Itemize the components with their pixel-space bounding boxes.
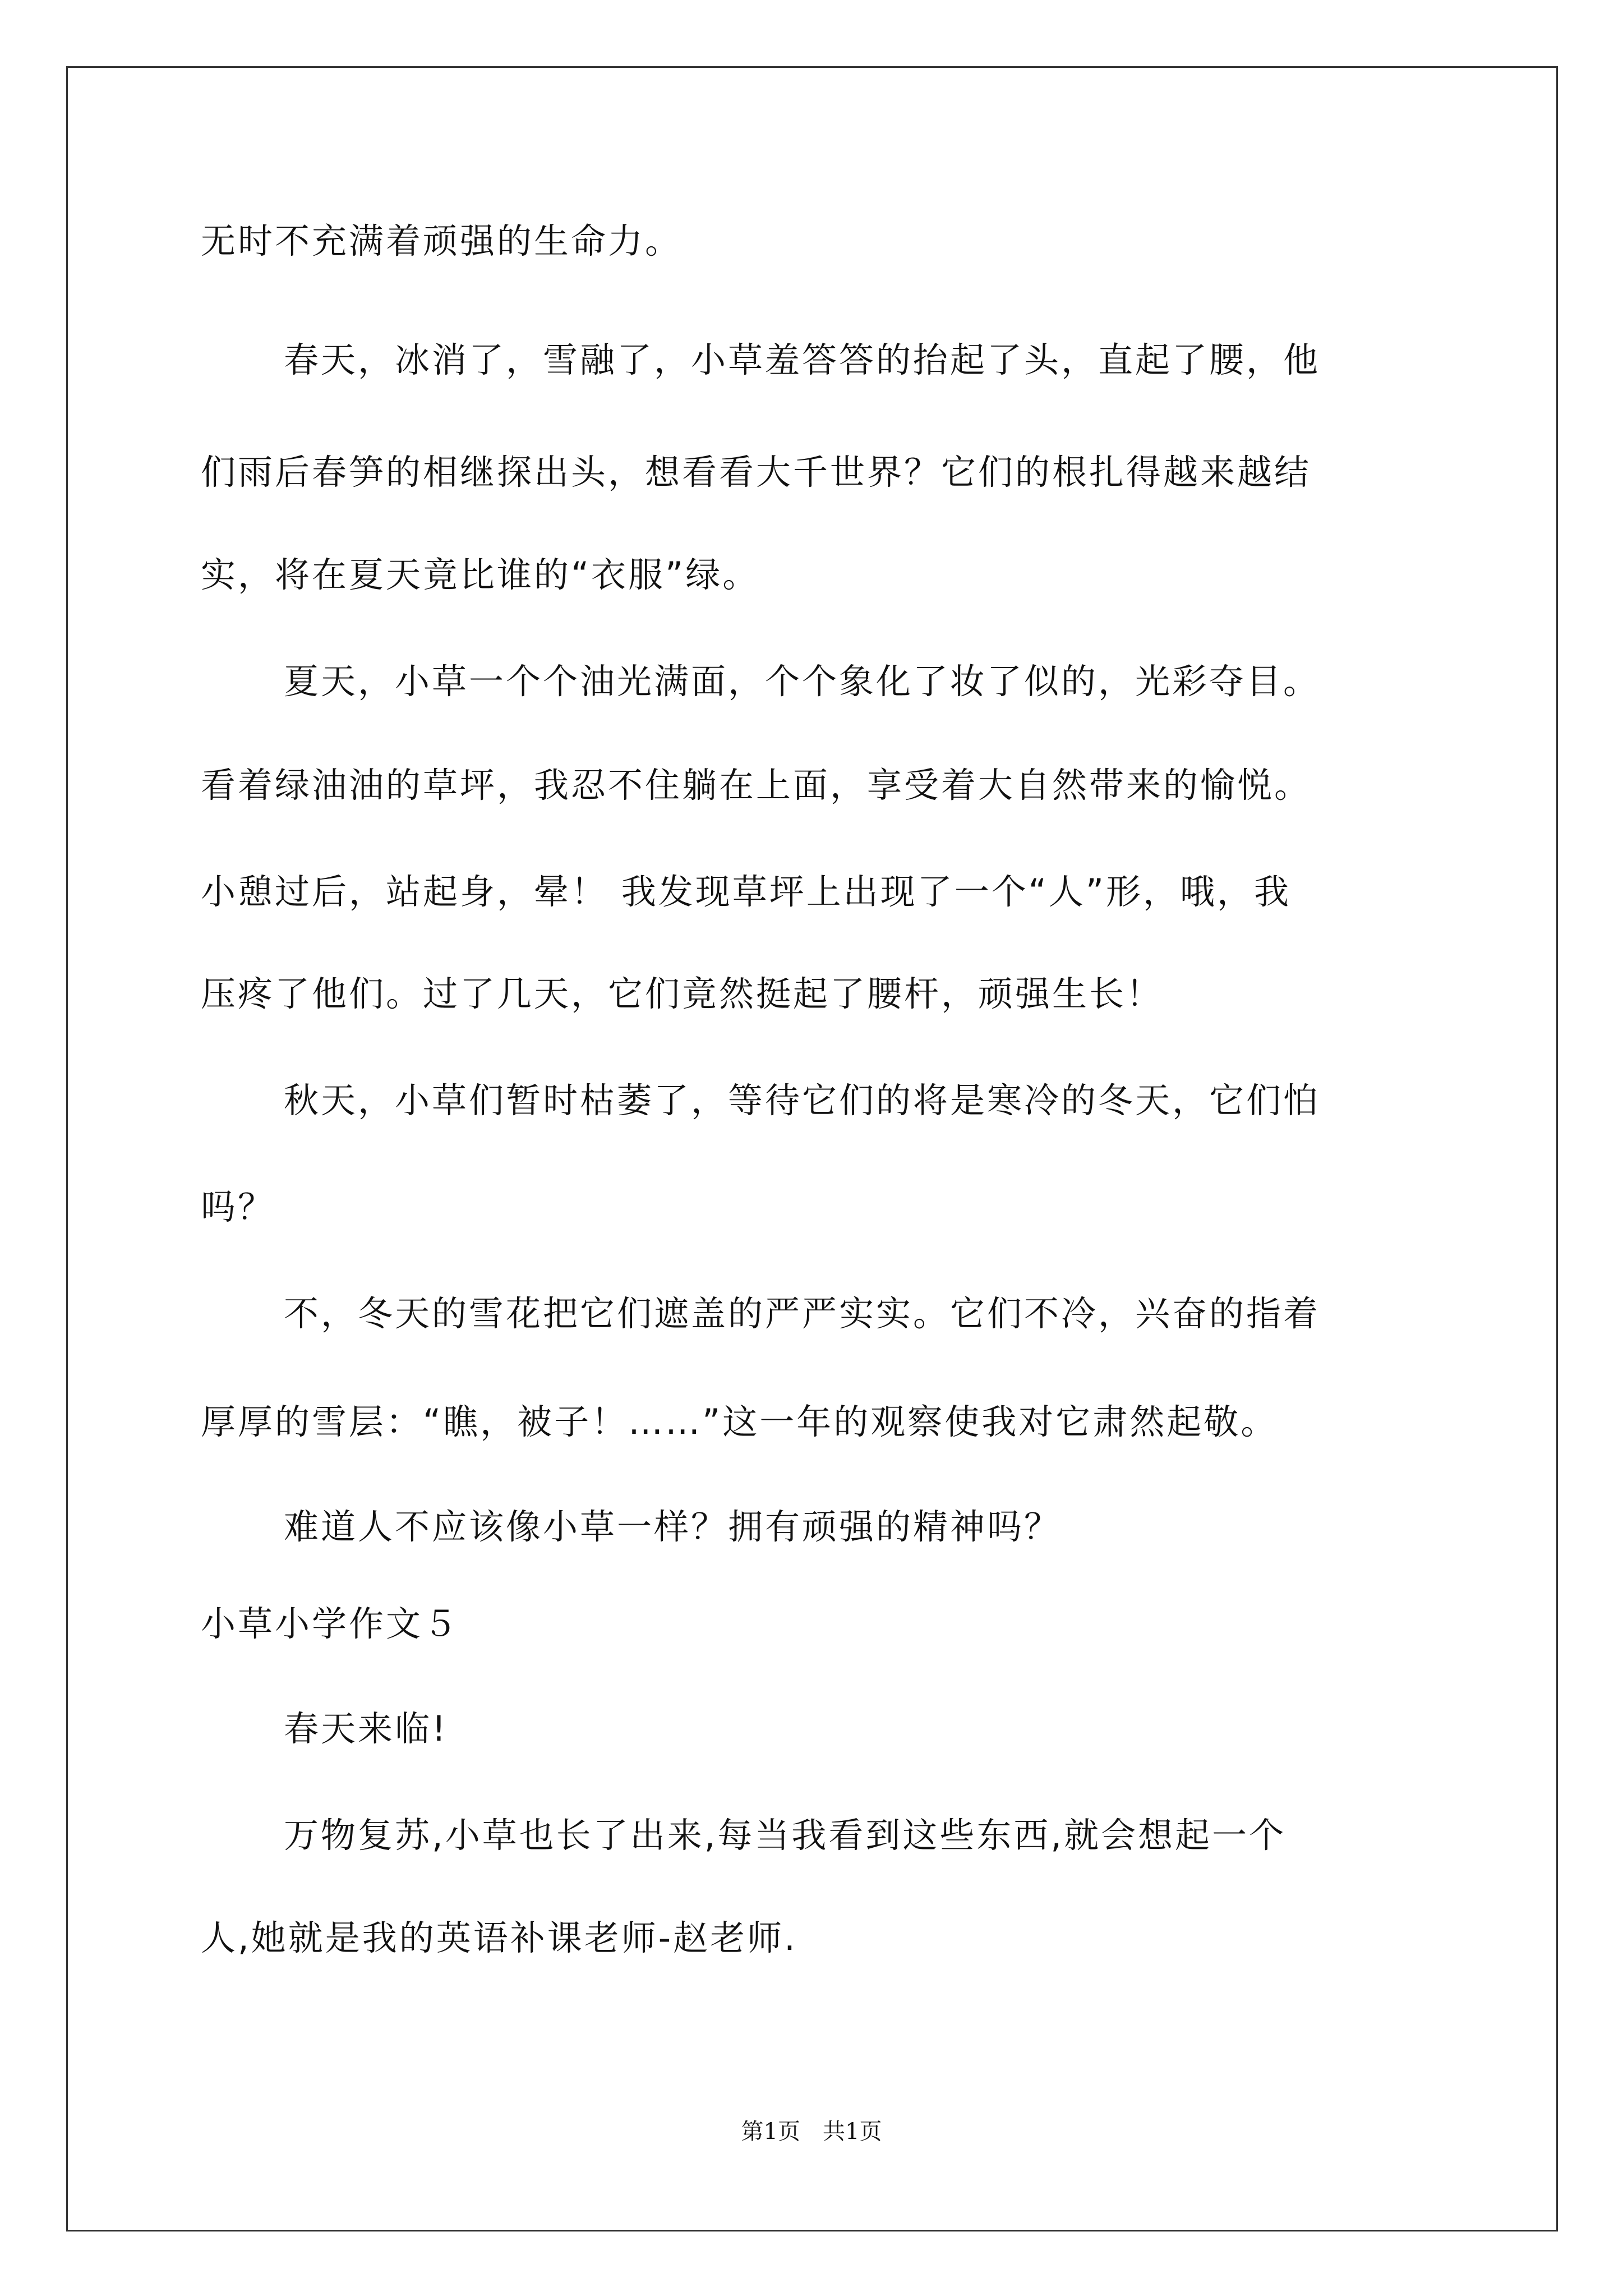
paragraph-line: 小憩过后，站起身，晕！ 我发现草坪上出现了一个“人”形，哦，我 [201,871,1291,912]
paragraph-line: 厚厚的雪层：“瞧，被子！……”这一年的观察使我对它肃然起敬。 [201,1401,1278,1442]
paragraph-line: 们雨后春笋的相继探出头，想看看大千世界？它们的根扎得越来越结 [201,452,1312,493]
paragraph-line: 难道人不应该像小草一样？拥有顽强的精神吗？ [284,1506,1062,1547]
paragraph-line: 吗？ [201,1186,275,1227]
paragraph-line: 春天来临! [284,1708,448,1749]
paragraph-line: 看着绿油油的草坪，我忍不住躺在上面，享受着大自然带来的愉悦。 [201,765,1312,806]
paragraph-line: 实，将在夏天竟比谁的“衣服”绿。 [201,554,760,595]
paragraph-line: 压疼了他们。过了几天，它们竟然挺起了腰杆，顽强生长！ [201,973,1164,1014]
section-heading: 小草小学作文５ [201,1603,460,1644]
paragraph-line: 夏天，小草一个个油光满面，个个象化了妆了似的，光彩夺目。 [284,661,1321,702]
page-border [66,66,1558,2231]
paragraph-line: 无时不充满着顽强的生命力。 [201,220,683,261]
paragraph-line: 春天，冰消了，雪融了，小草羞答答的抬起了头，直起了腰，他 [284,339,1321,380]
paragraph-line: 不，冬天的雪花把它们遮盖的严严实实。它们不冷，兴奋的指着 [284,1293,1321,1334]
page-number-footer: 第1页 共1页 [741,2119,882,2145]
paragraph-line: 秋天，小草们暂时枯萎了，等待它们的将是寒冷的冬天，它们怕 [284,1080,1321,1121]
paragraph-line: 万物复苏,小草也长了出来,每当我看到这些东西,就会想起一个 [284,1815,1287,1856]
paragraph-line: 人,她就是我的英语补课老师-赵老师. [201,1917,797,1958]
